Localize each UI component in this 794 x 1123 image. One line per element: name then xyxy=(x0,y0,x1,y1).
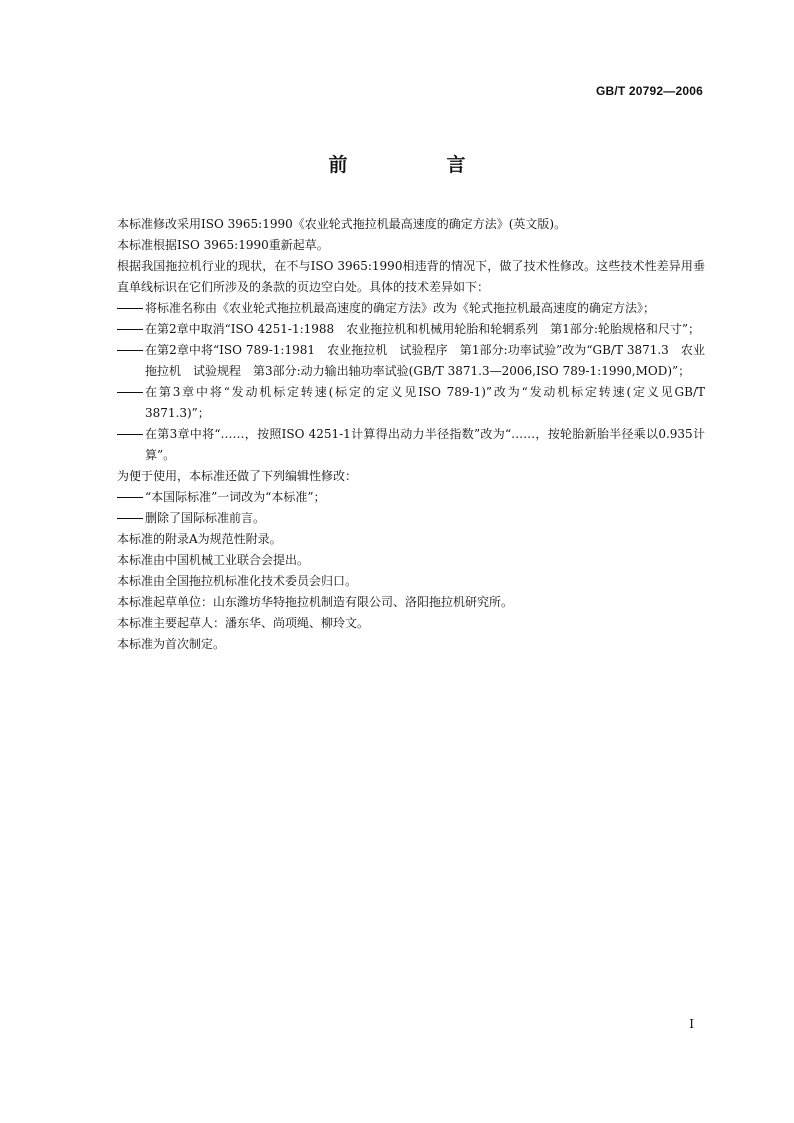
editorial-change-item xyxy=(117,508,705,529)
editorial-change-item xyxy=(117,487,705,508)
paragraph: 本标准的附录A为规范性附录。 xyxy=(117,532,282,546)
paragraph: 本标准修改采用ISO 3965:1990《农业轮式拖拉机最高速度的确定方法》(英文版)。 xyxy=(117,217,567,231)
tech-change-item xyxy=(117,382,705,424)
list-item-text: 删除了国际标准前言。 xyxy=(145,511,266,525)
tech-change-item xyxy=(117,319,705,340)
list-item-text: 在第2章中取消“ISO 4251-1:1988 农业拖拉机和机械用轮胎和轮辋系列 第1部分:轮胎规格和尺寸”； xyxy=(145,322,701,336)
tech-change-item xyxy=(117,298,705,319)
paragraph: 本标准主要起草人：潘东华、尚项绳、柳玲文。 xyxy=(117,616,370,630)
list-item-text: 将标准名称由《农业轮式拖拉机最高速度的确定方法》改为《轮式拖拉机最高速度的确定方法》； xyxy=(145,301,656,315)
paragraph: 本标准由中国机械工业联合会提出。 xyxy=(117,553,310,567)
list-item-text: 在第3章中将“……，按照ISO 4251-1计算得出动力半径指数”改为“……，按轮胎新胎半径乘以0.935计算”。 xyxy=(145,427,705,462)
list-item-text: 在第2章中将“ISO 789-1:1981 农业拖拉机 试验程序 第1部分:功率试验”改为“GB/T 3871.3 农业拖拉机 试验规程 第3部分:动力输出轴功率试验(GB/T 3871.3—2006,ISO 789-1:1990,MOD)”； xyxy=(145,343,705,378)
paragraph: 根据我国拖拉机行业的现状，在不与ISO 3965:1990相违背的情况下，做了技术性修改。这些技术性差异用垂直单线标识在它们所涉及的条款的页边空白处。具体的技术差异如下： xyxy=(117,259,705,294)
page-number: I xyxy=(689,1017,694,1031)
tech-change-item xyxy=(117,424,705,466)
list-item-text: 在第3章中将“发动机标定转速(标定的定义见ISO 789-1)”改为“发动机标定转速(定义见GB/T 3871.3)”； xyxy=(145,385,705,420)
paragraph: 为便于使用，本标准还做了下列编辑性修改： xyxy=(117,469,358,483)
paragraph: 本标准起草单位：山东潍坊华特拖拉机制造有限公司、洛阳拖拉机研究所。 xyxy=(117,595,514,609)
list-item-text: “本国际标准”一词改为“本标准”； xyxy=(145,490,326,504)
page-title: 前 言 xyxy=(328,154,506,176)
standard-number: GB/T 20792—2006 xyxy=(595,84,703,98)
paragraph: 本标准由全国拖拉机标准化技术委员会归口。 xyxy=(117,574,358,588)
paragraph: 本标准根据ISO 3965:1990重新起草。 xyxy=(117,238,329,252)
tech-change-item xyxy=(117,340,705,382)
paragraph: 本标准为首次制定。 xyxy=(117,637,226,651)
foreword-body xyxy=(117,214,705,655)
